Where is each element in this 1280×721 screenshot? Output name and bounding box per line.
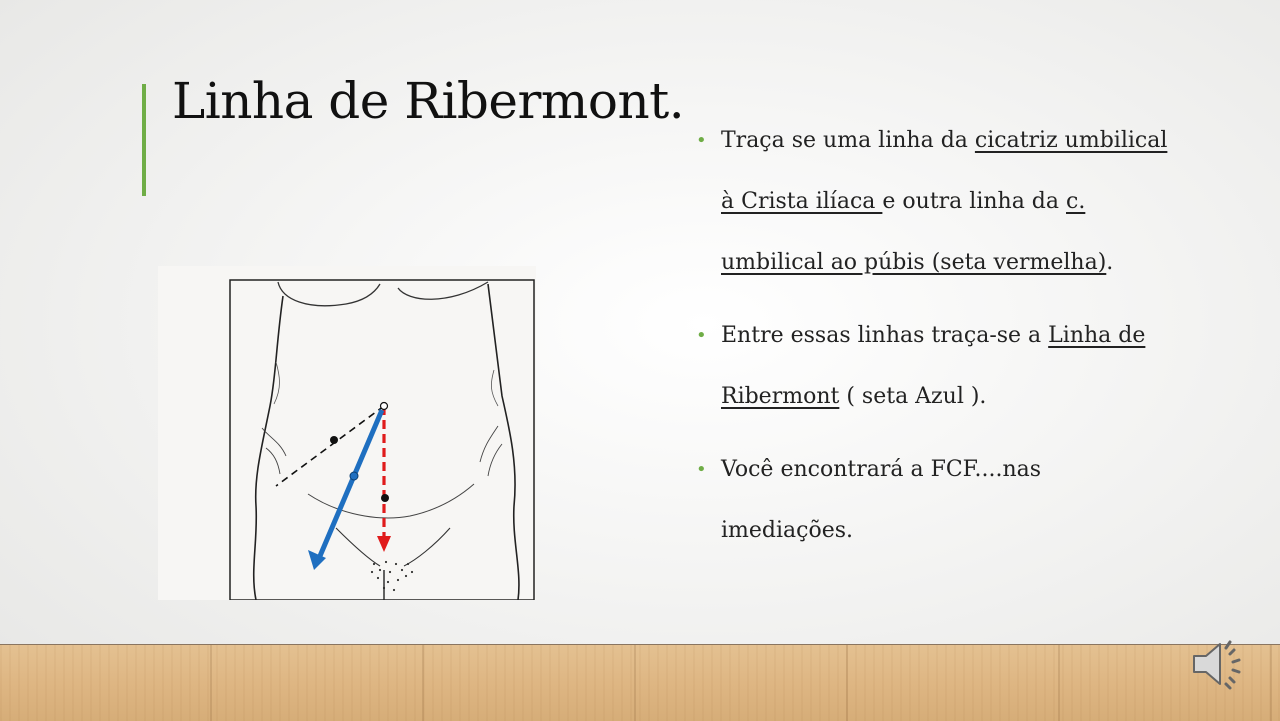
chest-left — [278, 282, 380, 306]
bullet-dot: • — [696, 325, 707, 346]
wood-floor-background — [0, 644, 1280, 721]
bullet-text-underlined: c. umbilical ao púbis (seta vermelha) — [721, 189, 1107, 275]
bullet-dot: • — [696, 459, 707, 480]
bullet-item — [696, 305, 1176, 427]
bullet-text: e outra linha da — [882, 189, 1066, 214]
bullet-text-underlined: Linha de Ribermont — [721, 323, 1146, 409]
bullet-text: Entre essas linhas traça-se a — [721, 323, 1049, 348]
torso-right-outline — [488, 284, 519, 600]
bullet-item — [696, 439, 1176, 561]
title-accent-bar — [142, 84, 146, 196]
pubic-area — [371, 561, 413, 591]
bullet-list — [696, 110, 1176, 573]
umbilicus-point — [381, 403, 388, 410]
red-arrow-head — [377, 536, 391, 552]
drawing-frame — [230, 280, 534, 600]
bullet-text-underlined: cicatriz umbilical à Crista ilíaca — [721, 128, 1168, 214]
iliac-line-point — [330, 436, 338, 444]
slide-title: Linha de Ribermont. — [172, 72, 685, 130]
torso-left-outline — [254, 296, 283, 600]
bullet-text: ( seta Azul ). — [839, 384, 987, 409]
bullet-text: Você encontrará a FCF....nas imediações. — [721, 457, 1042, 543]
bullet-item — [696, 110, 1176, 293]
abdomen-drawing — [158, 266, 536, 600]
bullet-text: Traça se uma linha da — [721, 128, 975, 153]
speaker-icon[interactable] — [1190, 636, 1254, 692]
anatomy-illustration — [158, 266, 536, 600]
blue-arrow-line — [320, 410, 382, 556]
bullet-dot: • — [696, 130, 707, 151]
chest-right — [398, 282, 488, 299]
blue-line-point — [350, 472, 358, 480]
red-line-point — [381, 494, 389, 502]
bullet-text: . — [1106, 250, 1114, 275]
